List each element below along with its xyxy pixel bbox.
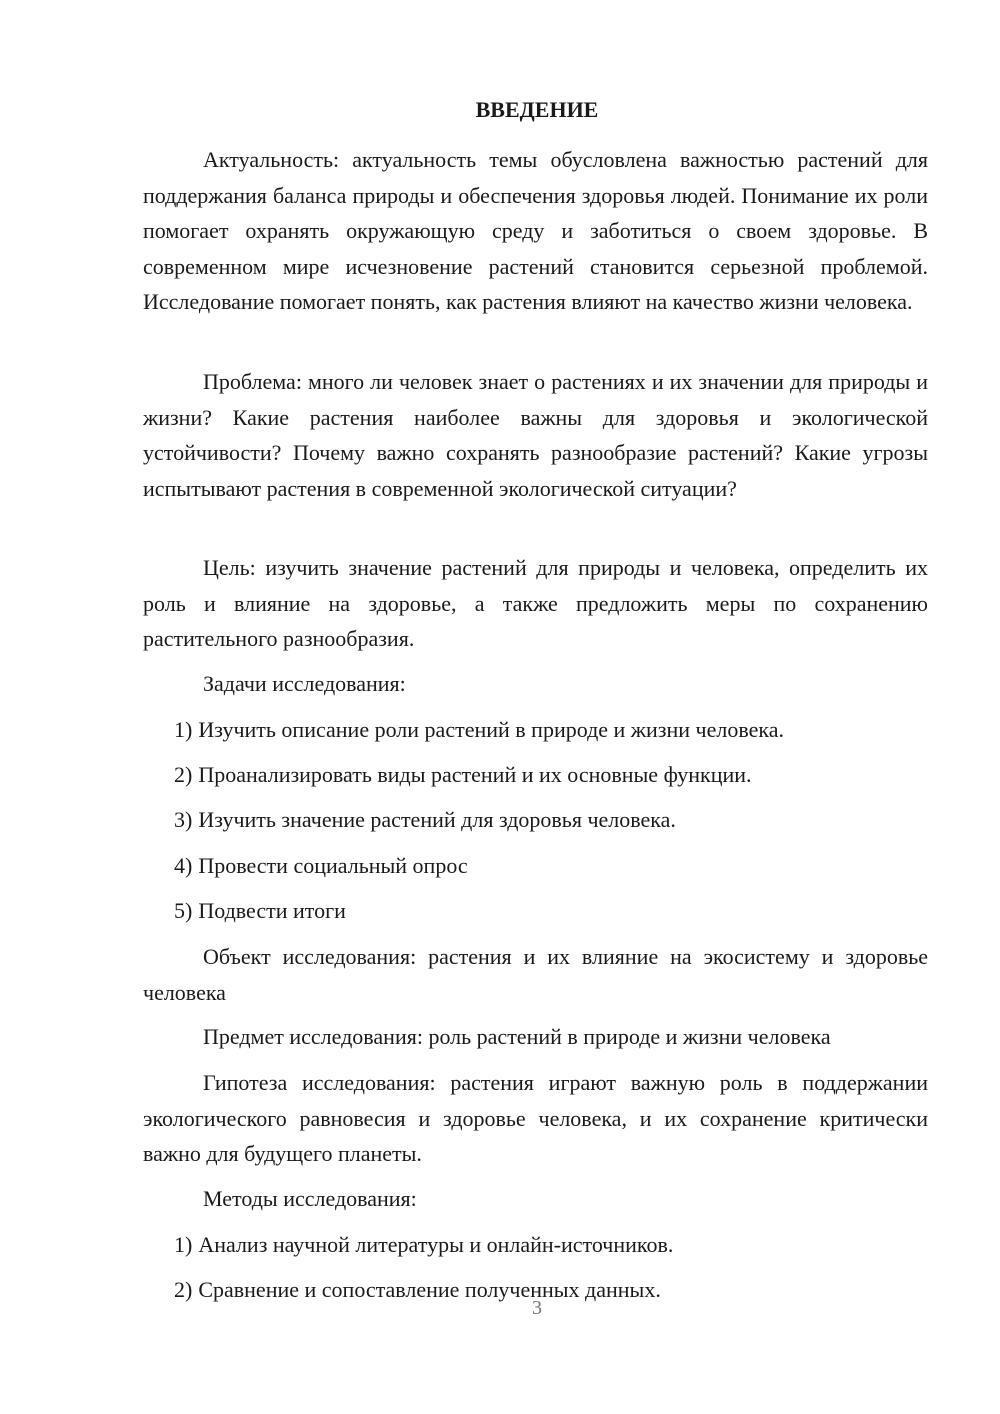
hypothesis-paragraph: Гипотеза исследования: растения играют важную роль в поддержании экологического равновесия и здоровье человека, и их сохранение критически важно для будущего планеты. <box>143 1070 928 1166</box>
subject-paragraph: Предмет исследования: роль растений в природе и жизни человека <box>203 1024 831 1049</box>
method-text: Сравнение и сопоставление полученных данных. <box>198 1277 661 1302</box>
task-text: Проанализировать виды растений и их основные функции. <box>198 762 752 787</box>
task-text: Изучить значение растений для здоровья человека. <box>198 807 676 832</box>
section-title: ВВЕДЕНИЕ <box>475 97 599 122</box>
task-text: Изучить описание роли растений в природе и жизни человека. <box>198 717 784 742</box>
tasks-heading: Задачи исследования: <box>203 671 406 696</box>
page-number: 3 <box>532 1297 542 1319</box>
goal-paragraph: Цель: изучить значение растений для природы и человека, определить их роль и влияние на здоровье, а также предложить меры по сохранению растительного разнообразия. <box>143 555 928 651</box>
task-item <box>174 802 928 838</box>
methods-heading: Методы исследования: <box>203 1186 417 1211</box>
object-paragraph: Объект исследования: растения и их влияние на экосистему и здоровье человека <box>143 944 928 1005</box>
task-item <box>174 848 928 884</box>
task-text: Подвести итоги <box>198 898 346 923</box>
task-number: 3) <box>174 807 193 832</box>
method-text: Анализ научной литературы и онлайн-источников. <box>198 1232 674 1257</box>
task-item <box>174 712 928 748</box>
task-text: Провести социальный опрос <box>198 853 468 878</box>
task-number: 2) <box>174 762 193 787</box>
problem-paragraph: Проблема: много ли человек знает о растениях и их значении для природы и жизни? Какие растения наиболее важны для здоровья и экологической устойчивости? Почему важно сохранять разнообразие растений? Какие угрозы испытывают растения в современной экологической ситуации? <box>143 369 928 501</box>
method-number: 2) <box>174 1277 193 1302</box>
task-item <box>174 757 928 793</box>
method-number: 1) <box>174 1232 193 1257</box>
task-number: 4) <box>174 853 193 878</box>
relevance-paragraph: Актуальность: актуальность темы обусловлена важностью растений для поддержания баланса природы и обеспечения здоровья людей. Понимание их роли помогает охранять окружающую среду и заботиться о своем здоровье. В современном мире исчезновение растений становится серьезной проблемой. Исследование помогает понять, как растения влияют на качество жизни человека. <box>143 147 928 314</box>
task-item <box>174 893 928 929</box>
task-number: 5) <box>174 898 193 923</box>
task-number: 1) <box>174 717 193 742</box>
method-item <box>174 1227 928 1263</box>
